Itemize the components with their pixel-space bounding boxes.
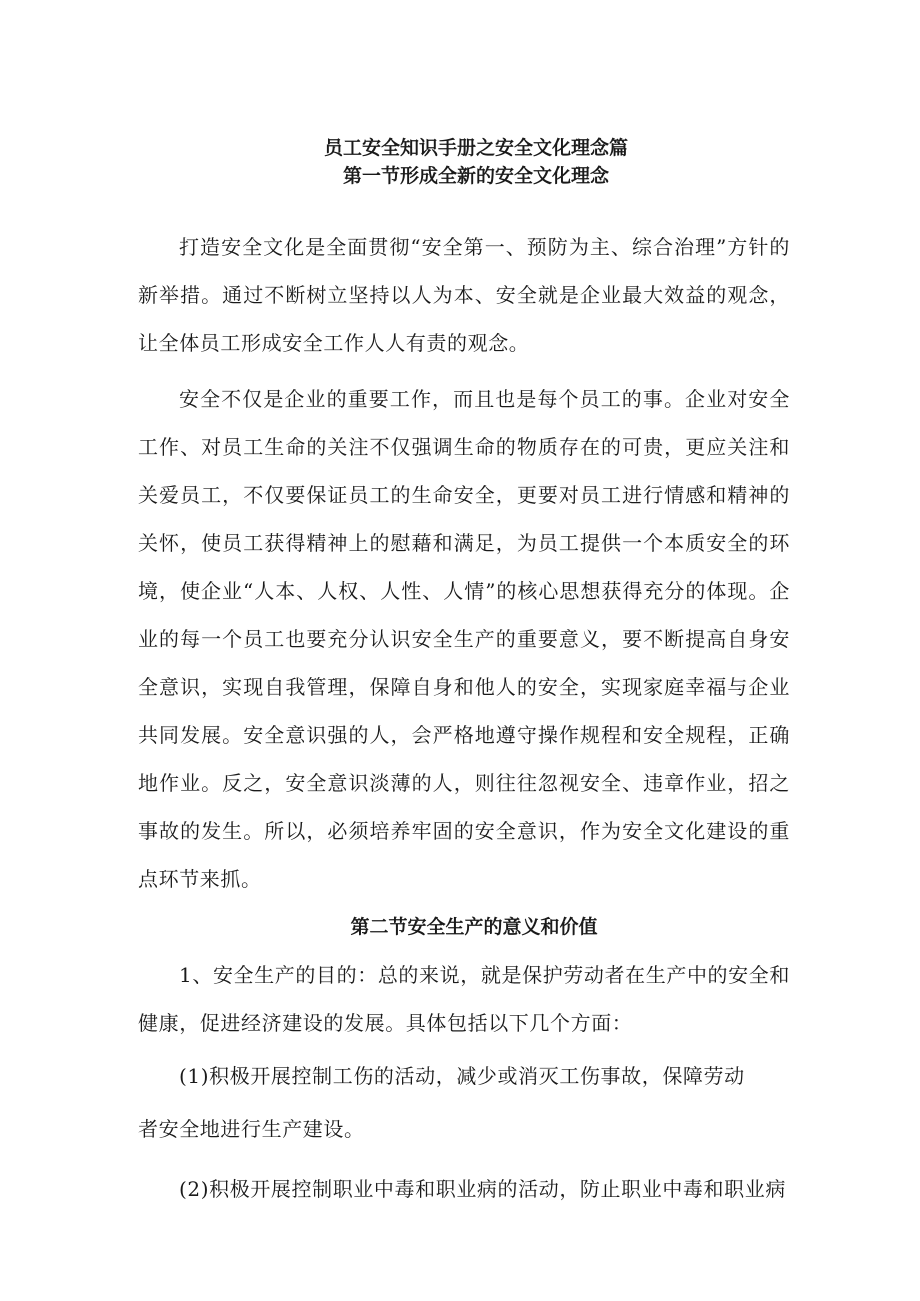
paragraph-1: 打造安全文化是全面贯彻“安全第一、预防为主、综合治理”方针的新举措。通过不断树立坚持以人为本、安全就是企业最大效益的观念，让全体员工形成安全工作人人有责的观念。 bbox=[138, 235, 790, 355]
section-1-title: 第一节形成全新的安全文化理念 bbox=[342, 165, 609, 187]
section-2-intro: 1、安全生产的目的：总的来说，就是保护劳动者在生产中的安全和健康，促进经济建设的发展。具体包括以下几个方面： bbox=[138, 963, 790, 1035]
paragraph-2: 安全不仅是企业的重要工作，而且也是每个员工的事。企业对安全工作、对员工生命的关注不仅强调生命的物质存在的可贵，更应关注和关爱员工，不仅要保证员工的生命安全，更要对员工进行情感和精神的关怀，使员工获得精神上的慰藉和满足，为员工提供一个本质安全的环境，使企业“人本、人权、人性、人情”的核心思想获得充分的体现。企业的每一个员工也要充分认识安全生产的重要意义，要不断提高自身安全意识，实现自我管理，保障自身和他人的安全，实现家庭幸福与企业共同发展。安全意识强的人，会严格地遵守操作规程和安全规程，正确地作业。反之，安全意识淡薄的人，则往往忽视安全、违章作业，招之事故的发生。所以，必须培养牢固的安全意识，作为安全文化建设的重点环节来抓。 bbox=[138, 387, 790, 891]
list-item-1-line-2: 者安全地进行生产建设。 bbox=[138, 1117, 365, 1141]
section-2-title: 第二节安全生产的意义和价值 bbox=[350, 916, 598, 938]
list-item-1-line-1: (1)积极开展控制工伤的活动，减少或消灭工伤事故，保障劳动 bbox=[179, 1064, 745, 1088]
document-title: 员工安全知识手册之安全文化理念篇 bbox=[323, 137, 628, 159]
document-page bbox=[138, 134, 790, 1213]
list-item-2-line-1: (2)积极开展控制职业中毒和职业病的活动，防止职业中毒和职业病 bbox=[179, 1177, 786, 1201]
